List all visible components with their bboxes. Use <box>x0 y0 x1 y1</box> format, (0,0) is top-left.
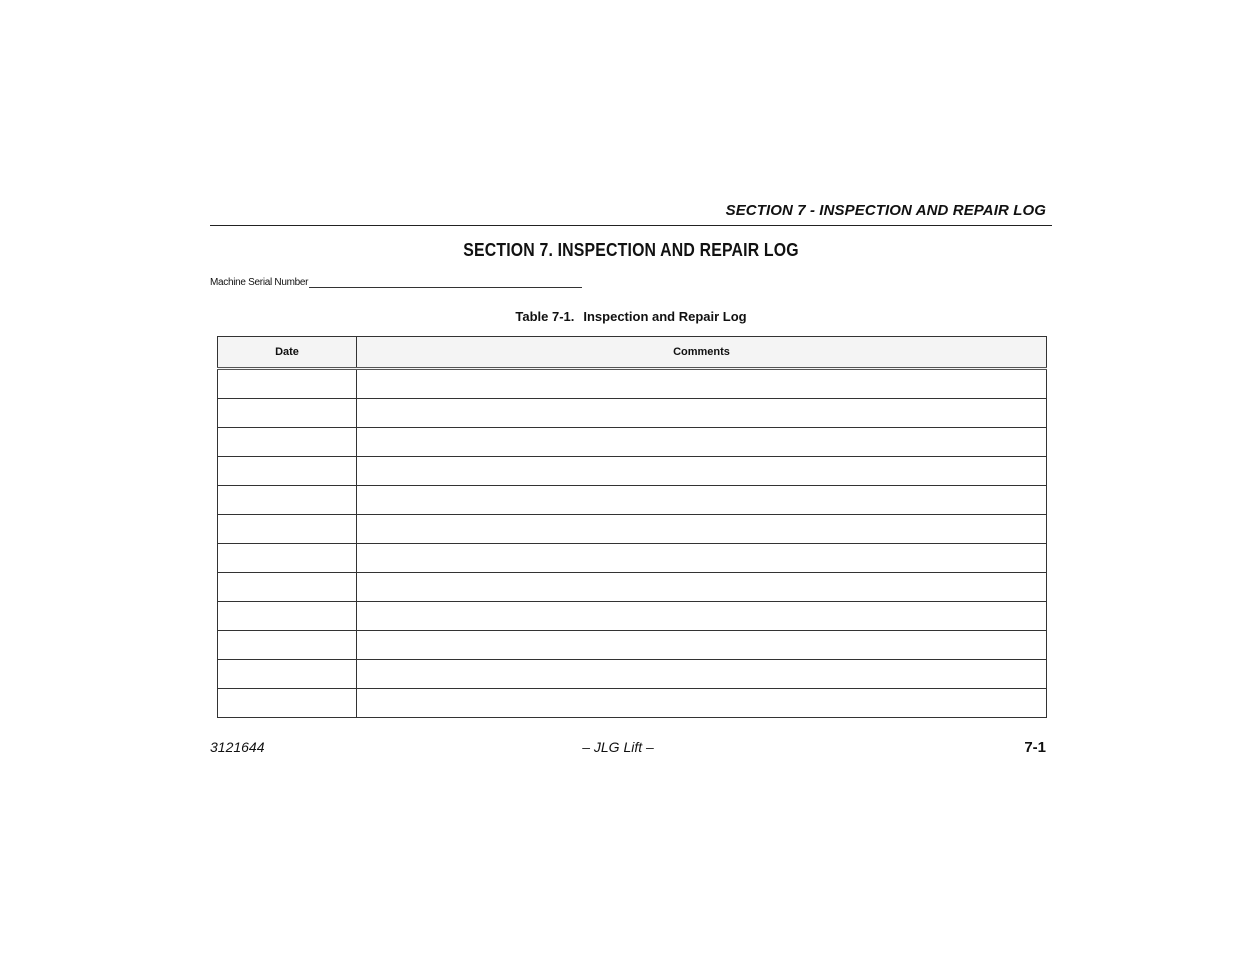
table-row <box>218 602 1047 631</box>
comments-cell[interactable] <box>357 399 1047 428</box>
page-footer <box>210 739 1046 757</box>
date-cell[interactable] <box>218 544 357 573</box>
date-cell[interactable] <box>218 660 357 689</box>
comments-cell[interactable] <box>357 369 1047 399</box>
column-header-comments: Comments <box>357 337 1047 369</box>
table-caption <box>210 309 1052 324</box>
table-row <box>218 399 1047 428</box>
comments-cell[interactable] <box>357 486 1047 515</box>
comments-cell[interactable] <box>357 660 1047 689</box>
page-number: 7-1 <box>1024 739 1046 756</box>
date-cell[interactable] <box>218 486 357 515</box>
table-row <box>218 515 1047 544</box>
publisher-name: – JLG Lift – <box>582 739 654 755</box>
comments-cell[interactable] <box>357 631 1047 660</box>
header-rule <box>210 225 1052 226</box>
table-caption-title: Inspection and Repair Log <box>583 309 747 324</box>
serial-number-blank <box>309 277 582 288</box>
section-title: SECTION 7. INSPECTION AND REPAIR LOG <box>463 240 799 260</box>
document-number: 3121644 <box>210 739 265 755</box>
date-cell[interactable] <box>218 515 357 544</box>
date-cell[interactable] <box>218 573 357 602</box>
table-header-row <box>218 337 1047 369</box>
table-row <box>218 689 1047 718</box>
comments-cell[interactable] <box>357 544 1047 573</box>
date-cell[interactable] <box>218 602 357 631</box>
comments-cell[interactable] <box>357 457 1047 486</box>
date-cell[interactable] <box>218 399 357 428</box>
date-cell[interactable] <box>218 631 357 660</box>
running-header: SECTION 7 - INSPECTION AND REPAIR LOG <box>725 202 1046 219</box>
table-row <box>218 428 1047 457</box>
serial-number-label: Machine Serial Number <box>210 277 309 288</box>
comments-cell[interactable] <box>357 515 1047 544</box>
table-row <box>218 457 1047 486</box>
table-row <box>218 631 1047 660</box>
comments-cell[interactable] <box>357 428 1047 457</box>
column-header-date: Date <box>218 337 357 369</box>
date-cell[interactable] <box>218 457 357 486</box>
table-row <box>218 660 1047 689</box>
date-cell[interactable] <box>218 428 357 457</box>
comments-cell[interactable] <box>357 573 1047 602</box>
serial-number-line <box>210 277 582 288</box>
table-body <box>218 369 1047 718</box>
table-row <box>218 573 1047 602</box>
date-cell[interactable] <box>218 689 357 718</box>
inspection-repair-log-table <box>217 336 1047 718</box>
comments-cell[interactable] <box>357 602 1047 631</box>
table-row <box>218 369 1047 399</box>
table-caption-number: Table 7-1. <box>515 309 575 324</box>
table-row <box>218 486 1047 515</box>
date-cell[interactable] <box>218 369 357 399</box>
table-row <box>218 544 1047 573</box>
comments-cell[interactable] <box>357 689 1047 718</box>
